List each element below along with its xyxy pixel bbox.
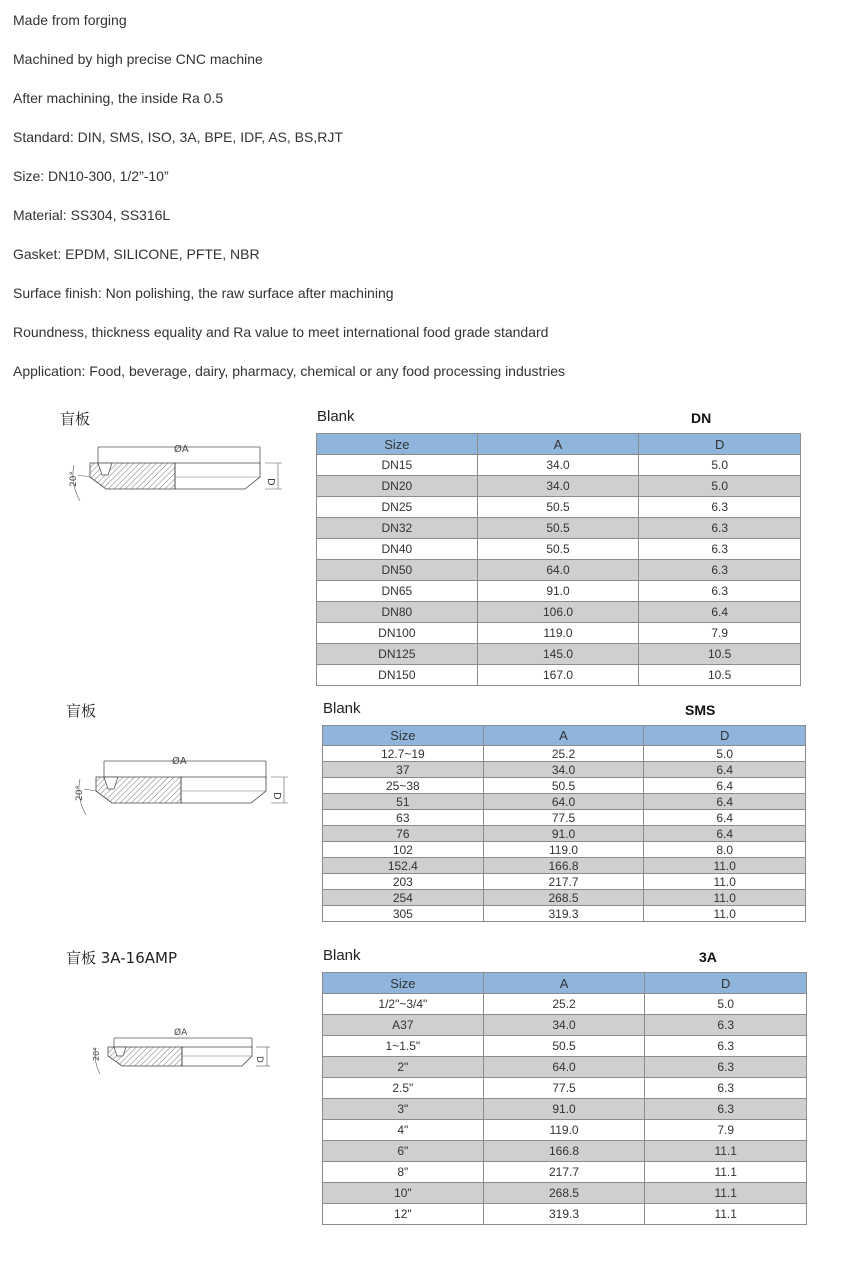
- dim-d-label: D: [254, 1056, 264, 1063]
- cell-a: 319.3: [483, 906, 644, 922]
- cell-size: 12": [323, 1204, 484, 1225]
- cell-d: 11.0: [644, 874, 806, 890]
- table-row: [317, 560, 801, 581]
- blank-drawing: [84, 1020, 279, 1082]
- table-row: [323, 1120, 807, 1141]
- table-row: [323, 794, 806, 810]
- table-row: [323, 890, 806, 906]
- cell-d: 5.0: [644, 746, 806, 762]
- feature-item: Gasket: EPDM, SILICONE, PFTE, NBR: [13, 246, 260, 262]
- cell-size: 1/2"~3/4": [323, 994, 484, 1015]
- cell-a: 91.0: [483, 1099, 645, 1120]
- cell-size: 2.5": [323, 1078, 484, 1099]
- blank-drawing: [66, 749, 301, 829]
- feature-item: Material: SS304, SS316L: [13, 207, 171, 223]
- cell-a: 50.5: [483, 778, 644, 794]
- spec-table: [322, 725, 806, 922]
- cell-a: 77.5: [483, 810, 644, 826]
- cell-size: 37: [323, 762, 484, 778]
- feature-item: Machined by high precise CNC machine: [13, 51, 263, 67]
- cell-a: 217.7: [483, 874, 644, 890]
- header-a: A: [483, 726, 644, 746]
- cell-a: 25.2: [483, 746, 644, 762]
- cell-a: 145.0: [477, 644, 639, 665]
- table-row: [317, 455, 801, 476]
- table-row: [317, 476, 801, 497]
- cell-a: 34.0: [477, 455, 639, 476]
- table-header-row: [323, 726, 806, 746]
- table-row: [323, 1036, 807, 1057]
- cell-a: 268.5: [483, 1183, 645, 1204]
- cell-d: 6.4: [639, 602, 801, 623]
- cell-size: 254: [323, 890, 484, 906]
- table-row: [317, 497, 801, 518]
- cell-d: 6.4: [644, 778, 806, 794]
- section-standard: DN: [691, 410, 712, 426]
- cell-size: 76: [323, 826, 484, 842]
- cell-d: 11.0: [644, 890, 806, 906]
- cell-d: 11.1: [645, 1204, 807, 1225]
- cell-d: 6.3: [645, 1078, 807, 1099]
- spec-table: [322, 972, 807, 1225]
- blank-drawing: [60, 435, 295, 515]
- cell-d: 10.5: [639, 644, 801, 665]
- table-row: [323, 1078, 807, 1099]
- cell-d: 11.0: [644, 906, 806, 922]
- cell-a: 106.0: [477, 602, 639, 623]
- cell-size: DN20: [317, 476, 478, 497]
- cell-size: 102: [323, 842, 484, 858]
- cell-d: 7.9: [645, 1120, 807, 1141]
- table-row: [317, 518, 801, 539]
- angle-label: 20°: [92, 1046, 101, 1061]
- cell-size: 2": [323, 1057, 484, 1078]
- cell-size: DN80: [317, 602, 478, 623]
- cell-d: 11.0: [644, 858, 806, 874]
- cell-d: 6.4: [644, 794, 806, 810]
- cell-size: 305: [323, 906, 484, 922]
- feature-item: Standard: DIN, SMS, ISO, 3A, BPE, IDF, AS, BS,RJT: [13, 129, 343, 145]
- table-row: [317, 602, 801, 623]
- cell-a: 119.0: [477, 623, 639, 644]
- cell-size: 4": [323, 1120, 484, 1141]
- cell-a: 64.0: [477, 560, 639, 581]
- cell-a: 34.0: [483, 1015, 645, 1036]
- cell-d: 6.3: [645, 1036, 807, 1057]
- angle-label: 20°: [75, 785, 85, 801]
- cell-a: 50.5: [477, 497, 639, 518]
- dim-d-label: D: [265, 478, 276, 486]
- cell-d: 5.0: [639, 476, 801, 497]
- feature-item: Made from forging: [13, 12, 127, 28]
- cell-d: 6.4: [644, 762, 806, 778]
- cell-size: 25~38: [323, 778, 484, 794]
- cell-size: DN125: [317, 644, 478, 665]
- dim-a-label: ØA: [174, 444, 189, 455]
- header-size: Size: [317, 434, 478, 455]
- cell-d: 7.9: [639, 623, 801, 644]
- angle-label: 20°: [69, 471, 79, 487]
- header-d: D: [639, 434, 801, 455]
- table-row: [317, 581, 801, 602]
- cell-d: 6.4: [644, 810, 806, 826]
- cell-size: 6": [323, 1141, 484, 1162]
- cell-a: 34.0: [483, 762, 644, 778]
- cell-a: 77.5: [483, 1078, 645, 1099]
- cell-d: 6.3: [639, 560, 801, 581]
- cell-d: 6.3: [639, 497, 801, 518]
- cell-a: 34.0: [477, 476, 639, 497]
- cell-size: A37: [323, 1015, 484, 1036]
- table-header-row: [317, 434, 801, 455]
- cell-size: 203: [323, 874, 484, 890]
- table-header-row: [323, 973, 807, 994]
- feature-list: [13, 10, 565, 400]
- cell-d: 6.3: [639, 539, 801, 560]
- feature-item: After machining, the inside Ra 0.5: [13, 90, 224, 106]
- cell-size: 3": [323, 1099, 484, 1120]
- cell-d: 6.4: [644, 826, 806, 842]
- cell-size: DN65: [317, 581, 478, 602]
- table-row: [323, 1057, 807, 1078]
- cell-size: DN100: [317, 623, 478, 644]
- cell-size: 12.7~19: [323, 746, 484, 762]
- section-blank-label: Blank: [323, 947, 361, 964]
- header-d: D: [644, 726, 806, 746]
- table-row: [323, 874, 806, 890]
- table-row: [323, 1141, 807, 1162]
- feature-item: Size: DN10-300, 1/2”-10”: [13, 168, 169, 184]
- table-row: [317, 665, 801, 686]
- cell-a: 25.2: [483, 994, 645, 1015]
- cell-size: DN50: [317, 560, 478, 581]
- table-row: [323, 746, 806, 762]
- cell-a: 91.0: [477, 581, 639, 602]
- cell-d: 11.1: [645, 1141, 807, 1162]
- spec-table: [316, 433, 801, 686]
- cell-size: 8": [323, 1162, 484, 1183]
- section-cn-title: 盲板: [66, 702, 97, 720]
- cell-d: 6.3: [639, 581, 801, 602]
- cell-size: DN15: [317, 455, 478, 476]
- cell-a: 217.7: [483, 1162, 645, 1183]
- cell-a: 64.0: [483, 794, 644, 810]
- cell-d: 10.5: [639, 665, 801, 686]
- cell-size: 10": [323, 1183, 484, 1204]
- cell-a: 50.5: [477, 518, 639, 539]
- cell-d: 6.3: [645, 1057, 807, 1078]
- cell-a: 91.0: [483, 826, 644, 842]
- cell-size: 63: [323, 810, 484, 826]
- cell-a: 319.3: [483, 1204, 645, 1225]
- table-row: [323, 1204, 807, 1225]
- dim-d-label: D: [271, 792, 282, 800]
- table-row: [317, 644, 801, 665]
- cell-d: 8.0: [644, 842, 806, 858]
- table-row: [323, 1183, 807, 1204]
- header-size: Size: [323, 726, 484, 746]
- dim-a-label: ØA: [174, 1028, 188, 1038]
- cell-size: 1~1.5": [323, 1036, 484, 1057]
- table-row: [323, 858, 806, 874]
- dim-a-label: ØA: [172, 756, 187, 767]
- section-blank-label: Blank: [317, 408, 355, 425]
- cell-d: 5.0: [645, 994, 807, 1015]
- cell-d: 6.3: [645, 1099, 807, 1120]
- table-row: [323, 842, 806, 858]
- cell-a: 50.5: [483, 1036, 645, 1057]
- table-row: [323, 1099, 807, 1120]
- cell-size: DN32: [317, 518, 478, 539]
- table-row: [317, 623, 801, 644]
- table-row: [323, 1162, 807, 1183]
- table-row: [323, 906, 806, 922]
- table-row: [323, 826, 806, 842]
- cell-d: 6.3: [639, 518, 801, 539]
- cell-a: 119.0: [483, 842, 644, 858]
- cell-a: 166.8: [483, 1141, 645, 1162]
- header-a: A: [477, 434, 639, 455]
- header-a: A: [483, 973, 645, 994]
- cell-size: 51: [323, 794, 484, 810]
- cell-size: DN40: [317, 539, 478, 560]
- cell-a: 64.0: [483, 1057, 645, 1078]
- cell-a: 50.5: [477, 539, 639, 560]
- cell-d: 5.0: [639, 455, 801, 476]
- cell-a: 268.5: [483, 890, 644, 906]
- cell-d: 11.1: [645, 1162, 807, 1183]
- section-cn-title: 盲板: [60, 410, 91, 428]
- feature-item: Roundness, thickness equality and Ra value to meet international food grade standard: [13, 324, 549, 340]
- table-row: [317, 539, 801, 560]
- header-d: D: [645, 973, 807, 994]
- header-size: Size: [323, 973, 484, 994]
- table-row: [323, 994, 807, 1015]
- section-blank-label: Blank: [323, 700, 361, 717]
- section-standard: SMS: [685, 702, 716, 718]
- feature-item: Surface finish: Non polishing, the raw surface after machining: [13, 285, 394, 301]
- table-row: [323, 778, 806, 794]
- cell-size: DN150: [317, 665, 478, 686]
- cell-a: 166.8: [483, 858, 644, 874]
- table-row: [323, 762, 806, 778]
- section-cn-title: 盲板 3A-16AMP: [66, 949, 177, 967]
- table-row: [323, 1015, 807, 1036]
- cell-size: 152.4: [323, 858, 484, 874]
- cell-d: 11.1: [645, 1183, 807, 1204]
- table-row: [323, 810, 806, 826]
- section-standard: 3A: [699, 949, 717, 965]
- feature-item: Application: Food, beverage, dairy, pharmacy, chemical or any food processing industries: [13, 363, 565, 379]
- cell-a: 167.0: [477, 665, 639, 686]
- cell-a: 119.0: [483, 1120, 645, 1141]
- cell-d: 6.3: [645, 1015, 807, 1036]
- cell-size: DN25: [317, 497, 478, 518]
